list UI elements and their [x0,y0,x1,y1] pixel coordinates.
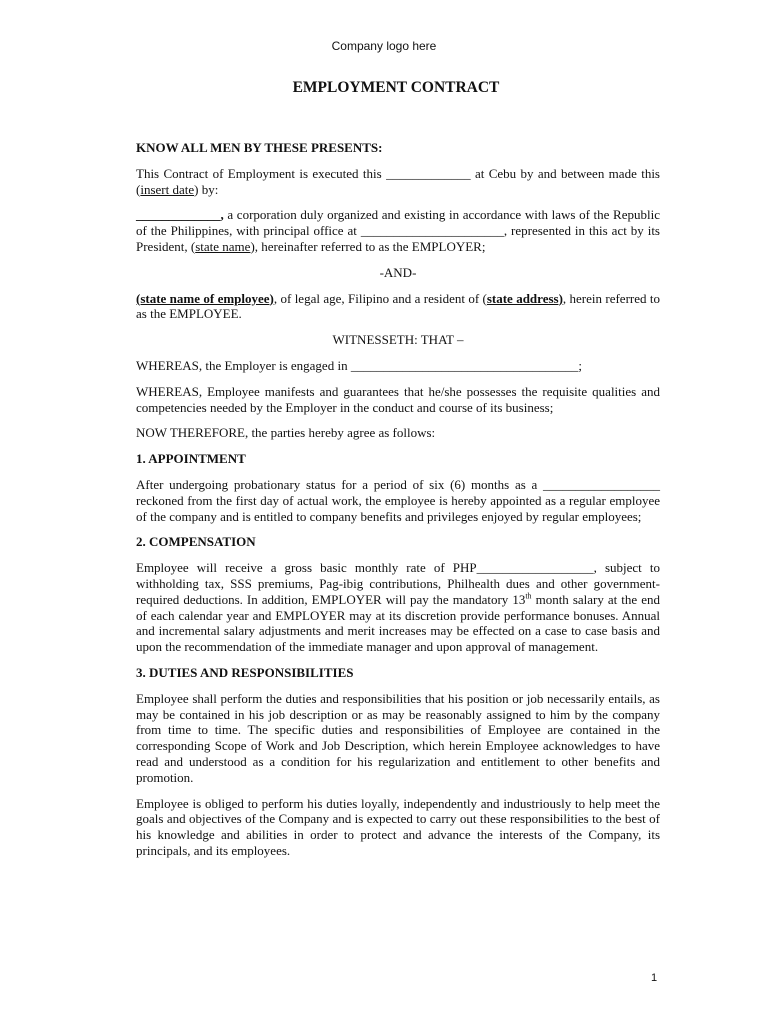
witnesseth-line: WITNESSETH: THAT – [332,332,464,348]
execution-paragraph [136,166,660,198]
section-appointment-body: After undergoing probationary status for a period of six (6) months as a __________________ reckoned from the first day of actual work, the employee is hereby appointed as a regular employee of the company and is entitled to company benefits and privileges enjoyed by regular employees; [136,476,660,524]
document-title: EMPLOYMENT CONTRACT [292,79,500,96]
employer-paragraph [136,207,660,254]
section-appointment-heading: 1. APPOINTMENT [136,451,246,467]
ordinal-suffix: th [525,591,532,601]
contract-body [136,140,660,869]
execution-text: This Contract of Employment is executed this _____________ at Cebu by and between made this ( [136,165,660,197]
insert-date-field: insert date [140,181,195,197]
employee-name-field: (state name of employee) [136,290,274,306]
whereas-business: WHEREAS, the Employer is engaged in ___________________________________; [136,357,582,373]
employer-name-blank: _____________, [136,207,224,223]
now-therefore: NOW THEREFORE, the parties hereby agree as follows: [136,425,436,441]
state-name-field: state name [195,238,251,254]
section-compensation-body [136,560,660,655]
employee-paragraph [136,291,660,323]
whereas-qualities: WHEREAS, Employee manifests and guarantees that he/she possesses the requisite qualities and competencies needed by the Employer in the conduct and course of its business; [136,383,660,415]
section-compensation-heading: 2. COMPENSATION [136,534,256,550]
compensation-text: Employee will receive a gross basic monthly rate of PHP__________________, subject to withholding tax, SSS premiums, Pag-ibig contributions, Philhealth dues and other government-required deductions. In addition, EMPLOYER will pay the mandatory 13 [136,560,660,607]
section-duties-heading: 3. DUTIES AND RESPONSIBILITIES [136,664,354,680]
employee-text-end: , herein referred to as the EMPLOYEE. [136,290,660,322]
employee-address-field: state address) [486,290,563,306]
know-all-heading: KNOW ALL MEN BY THESE PRESENTS: [136,140,383,155]
section-duties-body-1: Employee shall perform the duties and responsibilities that his position or job necessarily entails, as may be contained in his job description or as may be reasonably assigned to him by the company from time to time. The specific duties and responsibilities of Employee are contained in the corresponding Scope of Work and Job Description, which herein Employee acknowledges to have read and understood as a condition for his regularization and entitlement to other benefits and promotion. [136,690,660,785]
employee-text: , of legal age, Filipino and a resident of ( [273,290,487,306]
employer-text: a corporation duly organized and existing in accordance with laws of the Republic of the Philippines, with principal office at ______________________, represented in this act by its President, ( [136,207,660,254]
page-number: 1 [651,972,658,984]
company-logo-placeholder: Company logo here [331,39,437,53]
execution-text-end: ) by: [194,181,219,197]
and-separator: -AND- [379,264,417,280]
compensation-text-end: month salary at the end of each calendar year and EMPLOYER may at its discretion provide performance bonuses. Annual and incremental salary adjustments and merit increases may be effected on a case to case basis and upon the recommendation of the immediate manager and upon approval of management. [136,591,660,655]
section-duties-body-2: Employee is obliged to perform his duties loyally, independently and industriously to help meet the goals and objectives of the Company and is expected to carry out these responsibilities to the best of his knowledge and abilities in order to protect and advance the interests of the Company, its principals, and its employees. [136,795,660,858]
employer-text-end: ), hereinafter referred to as the EMPLOYER; [250,238,486,254]
